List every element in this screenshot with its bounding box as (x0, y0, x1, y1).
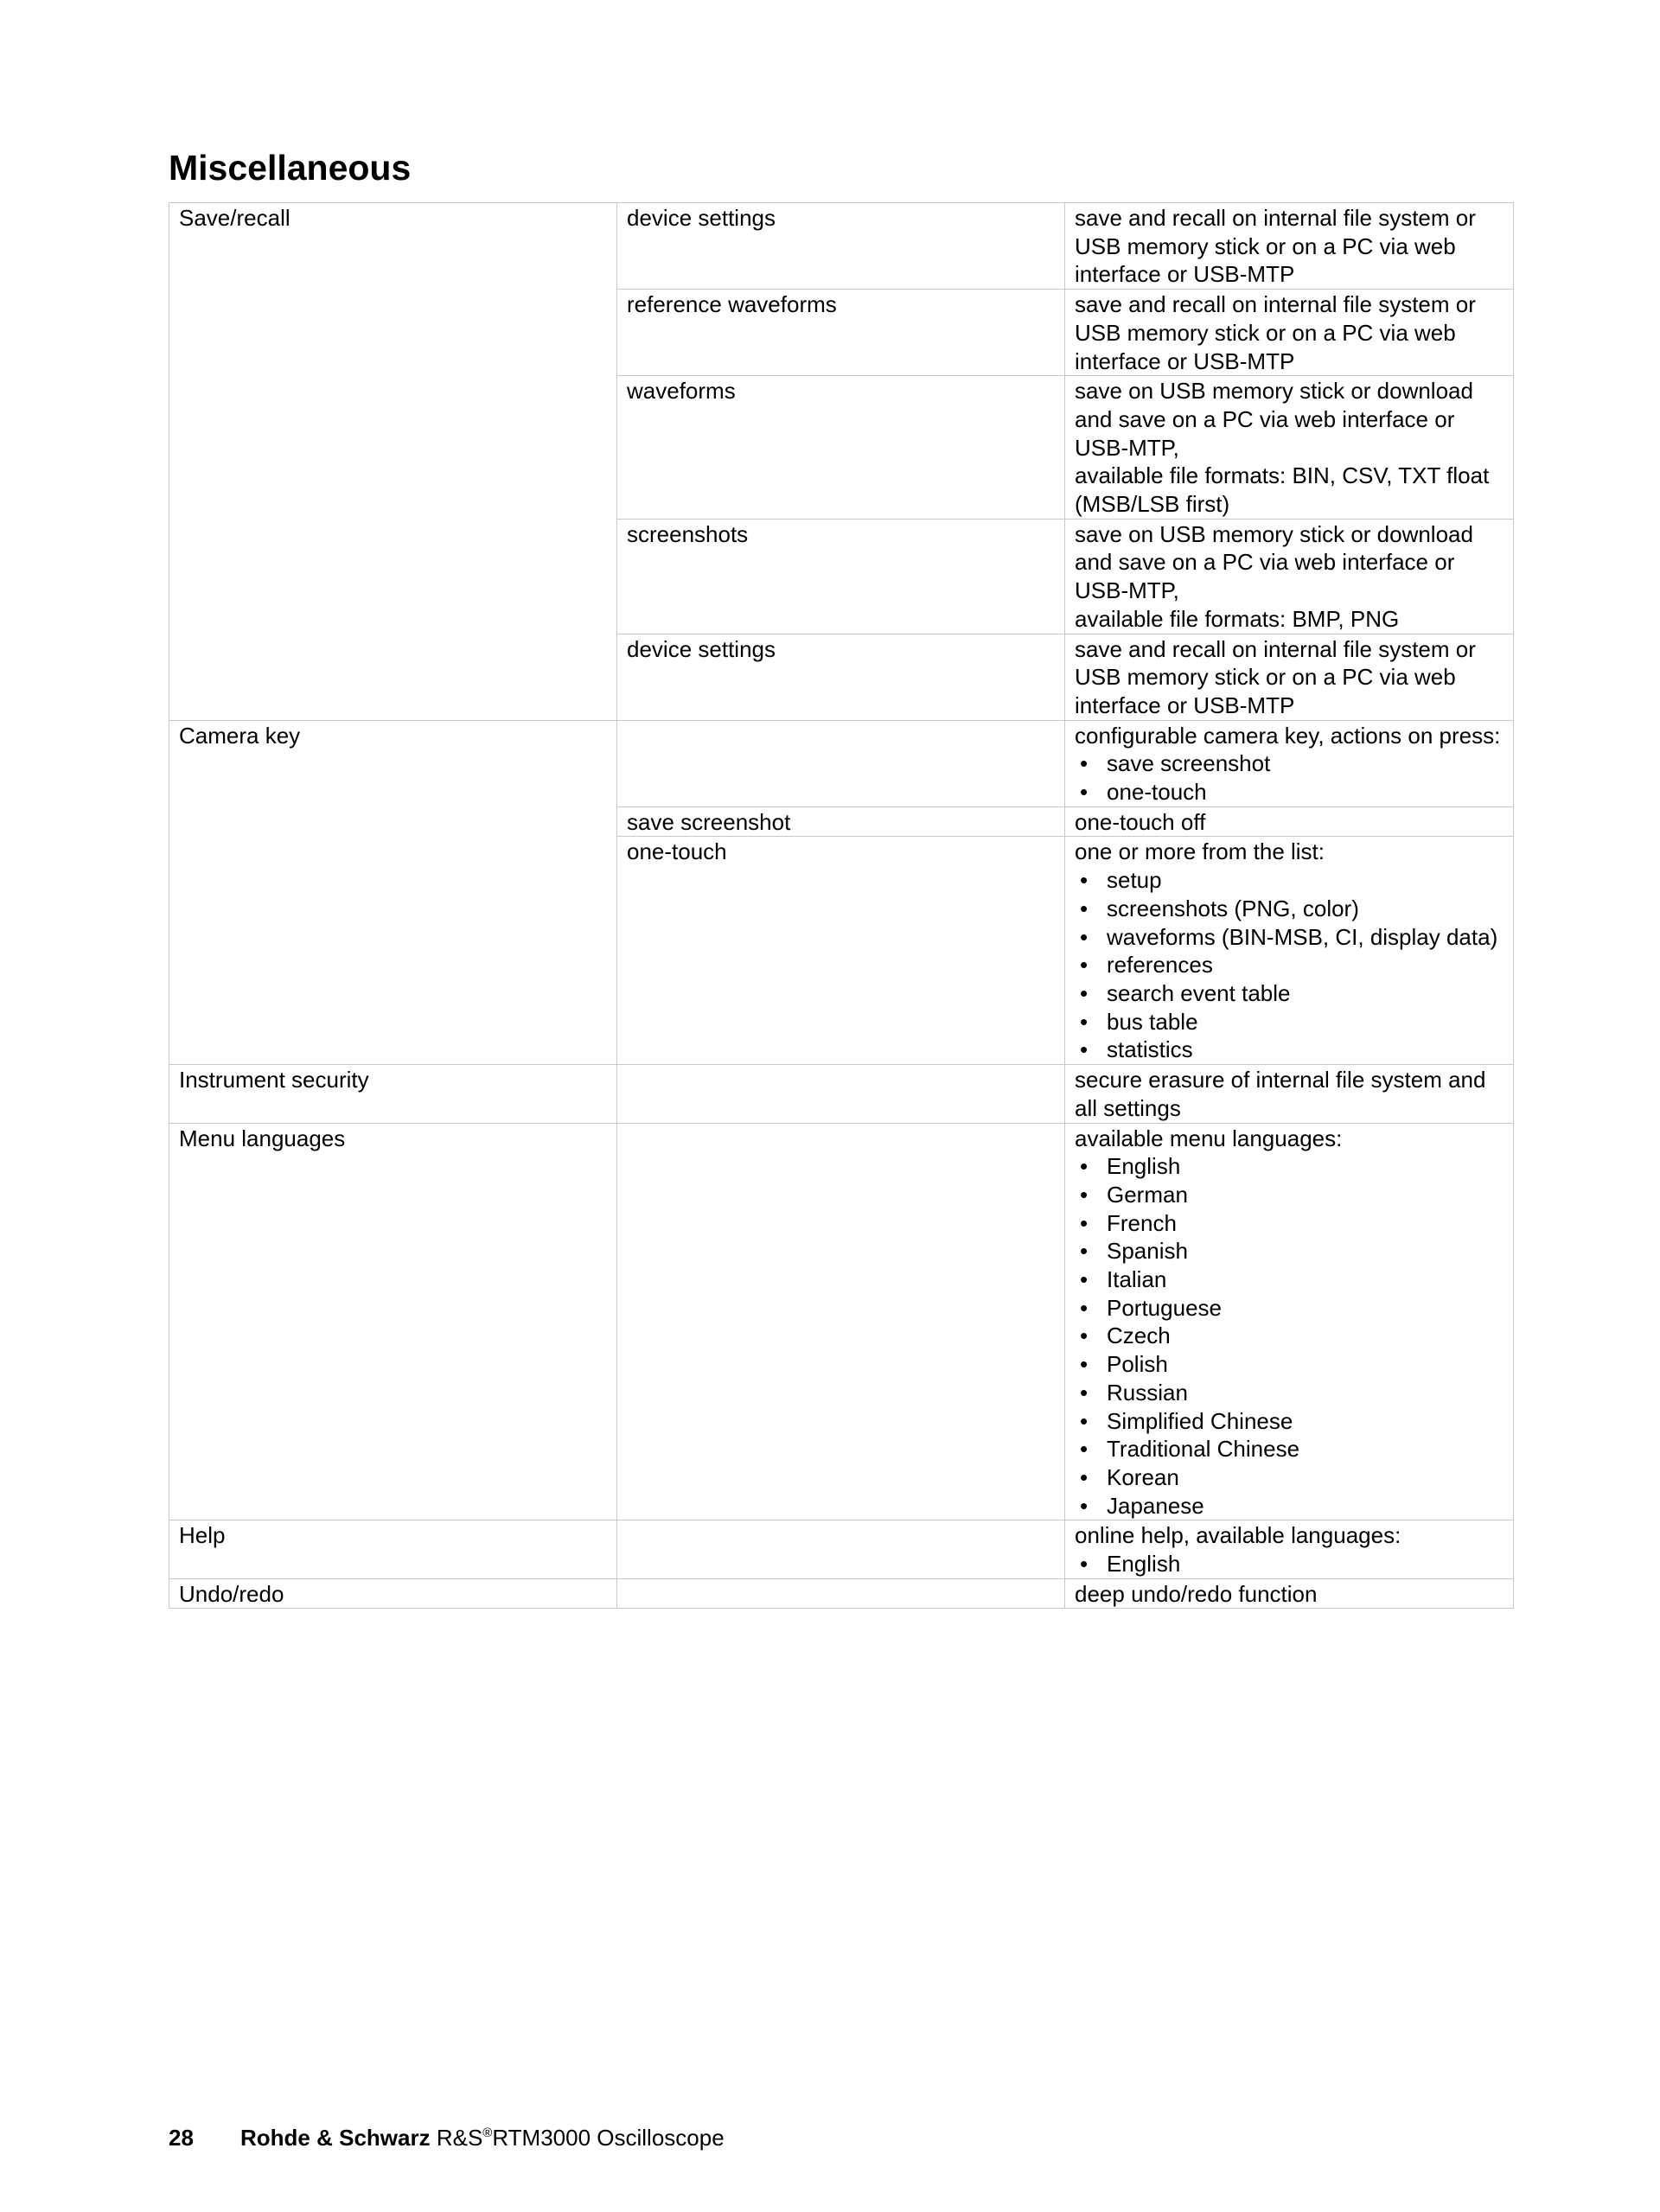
description-cell (1065, 1578, 1514, 1609)
page-footer (169, 2120, 725, 2151)
subfeature-cell (617, 1123, 1065, 1520)
bullet-item: • references (1075, 951, 1504, 979)
feature-cell: Menu languages (169, 1123, 617, 1520)
footer-product-name: RTM3000 Oscilloscope (492, 2125, 725, 2151)
spec-table-body (169, 203, 1514, 1609)
table-row (169, 203, 1514, 290)
description-cell (1065, 519, 1514, 634)
description-cell (1065, 720, 1514, 806)
bullet-item: • Traditional Chinese (1075, 1435, 1504, 1463)
description-text: save and recall on internal file system or USB memory stick or on a PC via web interface or USB-MTP (1075, 635, 1476, 718)
table-row (169, 720, 1514, 806)
bullet-item: • English (1075, 1152, 1504, 1181)
bullet-item: • Portuguese (1075, 1294, 1504, 1323)
bullet-item: • waveforms (BIN-MSB, CI, display data) (1075, 923, 1504, 952)
bullet-list (1075, 866, 1504, 1064)
description-text: one-touch off (1075, 808, 1206, 835)
footer-brand: Rohde & Schwarz (240, 2125, 431, 2151)
subfeature-cell: save screenshot (617, 806, 1065, 837)
description-cell (1065, 203, 1514, 290)
bullet-item: • English (1075, 1550, 1504, 1578)
bullet-item: • one-touch (1075, 778, 1504, 806)
spec-table (169, 202, 1514, 1609)
subfeature-cell: device settings (617, 634, 1065, 720)
bullet-item: • French (1075, 1209, 1504, 1238)
description-text: available menu languages: (1075, 1125, 1343, 1151)
footer-product-prefix: R&S (436, 2125, 483, 2151)
description-text: secure erasure of internal file system and all settings (1075, 1067, 1486, 1121)
bullet-item: • screenshots (PNG, color) (1075, 895, 1504, 923)
bullet-item: • setup (1075, 866, 1504, 895)
bullet-item: • bus table (1075, 1008, 1504, 1036)
feature-cell: Help (169, 1520, 617, 1578)
bullet-item: • Czech (1075, 1322, 1504, 1350)
bullet-item: • statistics (1075, 1036, 1504, 1064)
table-row (169, 1578, 1514, 1609)
description-text: online help, available languages: (1075, 1522, 1401, 1549)
subfeature-cell: reference waveforms (617, 290, 1065, 376)
registered-mark: ® (482, 2126, 493, 2140)
bullet-item: • German (1075, 1181, 1504, 1209)
bullet-list (1075, 1550, 1504, 1578)
description-cell (1065, 1520, 1514, 1578)
subfeature-cell: waveforms (617, 376, 1065, 520)
table-row (169, 1065, 1514, 1123)
table-row (169, 1520, 1514, 1578)
description-cell (1065, 1065, 1514, 1123)
description-cell (1065, 634, 1514, 720)
section-heading: Miscellaneous (169, 148, 412, 188)
feature-cell: Instrument security (169, 1065, 617, 1123)
description-text: save and recall on internal file system or USB memory stick or on a PC via web interface or USB-MTP (1075, 291, 1476, 374)
feature-cell: Undo/redo (169, 1578, 617, 1609)
table-row (169, 1123, 1514, 1520)
subfeature-cell (617, 1065, 1065, 1123)
description-text: configurable camera key, actions on press: (1075, 722, 1501, 749)
description-cell (1065, 806, 1514, 837)
subfeature-cell (617, 1578, 1065, 1609)
bullet-item: • search event table (1075, 979, 1504, 1008)
bullet-list (1075, 1152, 1504, 1520)
bullet-item: • Polish (1075, 1350, 1504, 1379)
bullet-item: • Korean (1075, 1463, 1504, 1492)
subfeature-cell: screenshots (617, 519, 1065, 634)
subfeature-cell (617, 720, 1065, 806)
bullet-item: • Spanish (1075, 1237, 1504, 1265)
description-cell (1065, 837, 1514, 1065)
description-text: save on USB memory stick or download and save on a PC via web interface or USB-MTP, available file formats: BIN, CSV, TXT float (MSB/LSB first) (1075, 378, 1490, 518)
feature-cell: Camera key (169, 720, 617, 1064)
subfeature-cell (617, 1520, 1065, 1578)
bullet-item: • save screenshot (1075, 749, 1504, 778)
feature-cell: Save/recall (169, 203, 617, 721)
description-text: save on USB memory stick or download and save on a PC via web interface or USB-MTP, available file formats: BMP, PNG (1075, 520, 1473, 632)
page-number: 28 (169, 2125, 194, 2151)
description-text: save and recall on internal file system or USB memory stick or on a PC via web interface or USB-MTP (1075, 205, 1476, 288)
bullet-item: • Russian (1075, 1379, 1504, 1407)
bullet-list (1075, 749, 1504, 806)
bullet-item: • Italian (1075, 1265, 1504, 1294)
bullet-item: • Simplified Chinese (1075, 1407, 1504, 1436)
description-cell (1065, 290, 1514, 376)
subfeature-cell: one-touch (617, 837, 1065, 1065)
description-text: deep undo/redo function (1075, 1580, 1318, 1607)
bullet-item: • Japanese (1075, 1492, 1504, 1520)
description-cell (1065, 376, 1514, 520)
subfeature-cell: device settings (617, 203, 1065, 290)
description-cell (1065, 1123, 1514, 1520)
description-text: one or more from the list: (1075, 838, 1325, 865)
